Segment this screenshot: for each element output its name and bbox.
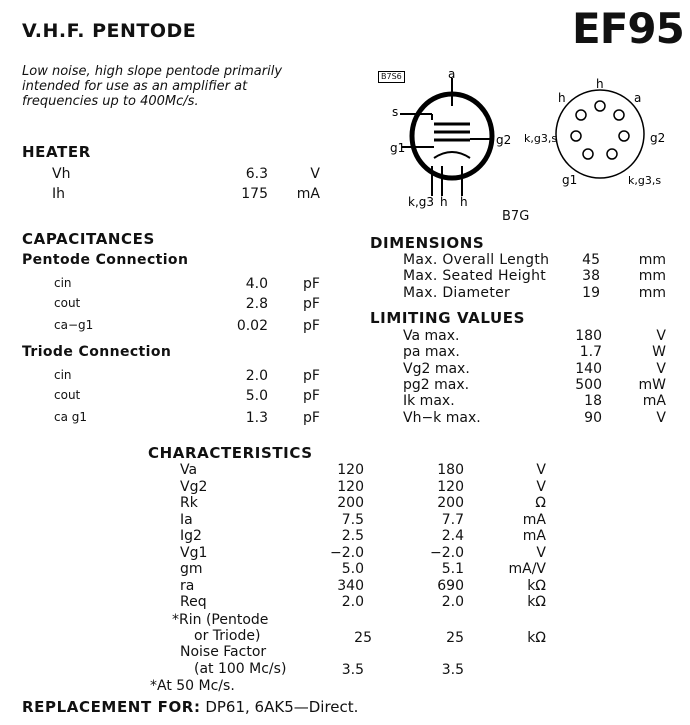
dimension-value: 38 (582, 268, 600, 284)
cap-symbol: cout (54, 296, 81, 310)
limit-label: pa max. (403, 344, 460, 360)
cap-unit: pF (303, 388, 320, 404)
char-unit: V (536, 544, 546, 561)
cap-symbol: cin (54, 368, 72, 382)
rin-label-1: *Rin (Pentode (172, 612, 269, 628)
base-pin-kg3s-left: k,g3,s (524, 132, 558, 145)
dimension-value: 19 (582, 285, 600, 301)
heater-unit: mA (296, 186, 320, 202)
cap-value: 2.0 (245, 368, 268, 384)
char-unit: mA/V (508, 561, 546, 577)
pin-label-h1: h (440, 195, 448, 209)
char-unit: kΩ (527, 594, 546, 610)
limit-label: pg2 max. (403, 377, 470, 393)
char-value-2: 5.1 (441, 561, 464, 577)
noise-label-2: (at 100 Mc/s) (194, 661, 287, 677)
heater-value: 6.3 (245, 166, 268, 182)
limit-value: 500 (575, 377, 602, 393)
cap-value: 0.02 (236, 318, 268, 334)
page-title: V.H.F. PENTODE (22, 20, 197, 42)
char-unit: mA (522, 528, 546, 544)
dimension-unit: mm (638, 268, 666, 284)
char-label: Vg2 (180, 478, 208, 495)
rin-v2: 25 (446, 630, 464, 646)
char-value-2: 180 (437, 462, 464, 478)
char-label: ra (180, 577, 195, 594)
noise-v1: 3.5 (341, 662, 364, 678)
pin-label-g2: g2 (496, 133, 512, 147)
noise-v2: 3.5 (441, 662, 464, 678)
tube-code: EF95 (572, 4, 684, 53)
char-value-2: 2.0 (441, 594, 464, 610)
char-label: Ia (180, 511, 193, 528)
char-unit: V (536, 462, 546, 478)
triode-connection-label: Triode Connection (22, 344, 172, 360)
pentode-connection-label: Pentode Connection (22, 252, 189, 268)
limit-value: 1.7 (579, 344, 602, 360)
heater-symbol: Ih (52, 186, 66, 202)
char-value-1: 200 (337, 495, 364, 511)
replacement-text: DP61, 6AK5—Direct. (205, 698, 359, 716)
base-pinout (556, 90, 644, 178)
cap-unit: pF (303, 296, 320, 312)
limit-label: Vg2 max. (403, 361, 470, 377)
description: Low noise, high slope pentode primarily intended for use as an amplifier at frequencies up to 400Mc/s. (22, 64, 283, 109)
characteristics-heading: CHARACTERISTICS (148, 444, 313, 462)
pin-diagram (390, 66, 680, 226)
pin-label-kg3: k,g3 (408, 195, 435, 209)
pin-label-g1: g1 (390, 141, 406, 155)
noise-label-1: Noise Factor (180, 644, 267, 660)
heater-symbol: Vh (52, 166, 71, 182)
pin-label-s: s (392, 105, 399, 119)
char-value-2: −2.0 (430, 544, 464, 561)
limiting-heading: LIMITING VALUES (370, 309, 526, 327)
char-label: Va (180, 462, 198, 478)
dimension-unit: mm (638, 252, 666, 268)
cap-unit: pF (303, 276, 320, 292)
limit-unit: W (652, 344, 666, 360)
char-value-1: 120 (337, 462, 364, 478)
char-unit: V (536, 478, 546, 495)
tube-symbol (400, 78, 494, 196)
char-value-2: 200 (437, 495, 464, 511)
dimension-label: Max. Diameter (403, 285, 511, 301)
dimension-unit: mm (638, 285, 666, 301)
base-pin-g1: g1 (562, 173, 578, 187)
pin-label-h2: h (460, 195, 468, 209)
cap-unit: pF (303, 368, 320, 384)
char-value-2: 7.7 (441, 511, 464, 528)
replacement-label: REPLACEMENT FOR: (22, 698, 201, 716)
cap-symbol: ca g1 (54, 410, 88, 424)
char-label: gm (180, 561, 203, 577)
char-label: Rk (180, 495, 198, 511)
char-label: Req (180, 594, 207, 610)
base-pin-a: a (634, 91, 642, 105)
char-value-1: 7.5 (341, 511, 364, 528)
limit-unit: mW (638, 377, 666, 393)
char-value-1: 2.5 (341, 528, 364, 544)
replacement-line (22, 698, 358, 716)
dimension-label: Max. Overall Length (403, 252, 550, 268)
cap-value: 2.8 (245, 296, 268, 312)
cap-unit: pF (303, 318, 320, 334)
char-value-2: 2.4 (441, 528, 464, 544)
limit-unit: V (656, 361, 666, 377)
cap-value: 4.0 (245, 276, 268, 292)
base-pin-h1: h (596, 77, 604, 91)
char-value-1: 5.0 (341, 561, 364, 577)
limit-value: 90 (584, 410, 602, 426)
footnote: *At 50 Mc/s. (150, 678, 235, 694)
cap-symbol: ca−g1 (54, 318, 94, 332)
cap-unit: pF (303, 410, 320, 426)
capacitances-heading: CAPACITANCES (22, 230, 155, 248)
base-tag: B7S6 (378, 71, 405, 83)
limit-label: Va max. (403, 328, 460, 344)
rin-v1: 25 (354, 630, 372, 646)
char-unit: Ω (535, 495, 546, 511)
heater-value: 175 (241, 186, 268, 202)
rin-label-2: or Triode) (194, 628, 261, 644)
char-value-1: 120 (337, 478, 364, 495)
limit-unit: V (656, 328, 666, 344)
cap-value: 5.0 (245, 388, 268, 404)
char-label: Vg1 (180, 544, 208, 561)
limit-value: 180 (575, 328, 602, 344)
heater-heading: HEATER (22, 143, 91, 161)
limit-value: 18 (584, 393, 602, 409)
base-pin-g2: g2 (650, 131, 666, 145)
limit-value: 140 (575, 361, 602, 377)
char-unit: mA (522, 511, 546, 528)
limit-unit: mA (642, 393, 666, 409)
limit-label: Ik max. (403, 393, 455, 409)
char-value-1: −2.0 (330, 544, 364, 561)
dimension-value: 45 (582, 252, 600, 268)
char-value-1: 2.0 (341, 594, 364, 610)
base-type: B7G (502, 209, 530, 224)
dimensions-heading: DIMENSIONS (370, 234, 485, 252)
cap-symbol: cout (54, 388, 81, 402)
char-value-2: 690 (437, 577, 464, 594)
char-value-2: 120 (437, 478, 464, 495)
limit-label: Vh−k max. (403, 410, 481, 426)
base-pin-kg3s-right: k,g3,s (628, 174, 662, 187)
heater-unit: V (310, 166, 320, 182)
dimension-label: Max. Seated Height (403, 268, 547, 284)
cap-value: 1.3 (245, 410, 268, 426)
char-value-1: 340 (337, 577, 364, 594)
pin-label-a: a (448, 67, 456, 81)
rin-unit: kΩ (527, 630, 546, 646)
base-pin-h2: h (558, 91, 566, 105)
cap-symbol: cin (54, 276, 72, 290)
limit-unit: V (656, 410, 666, 426)
char-unit: kΩ (527, 577, 546, 594)
char-label: Ig2 (180, 528, 202, 544)
